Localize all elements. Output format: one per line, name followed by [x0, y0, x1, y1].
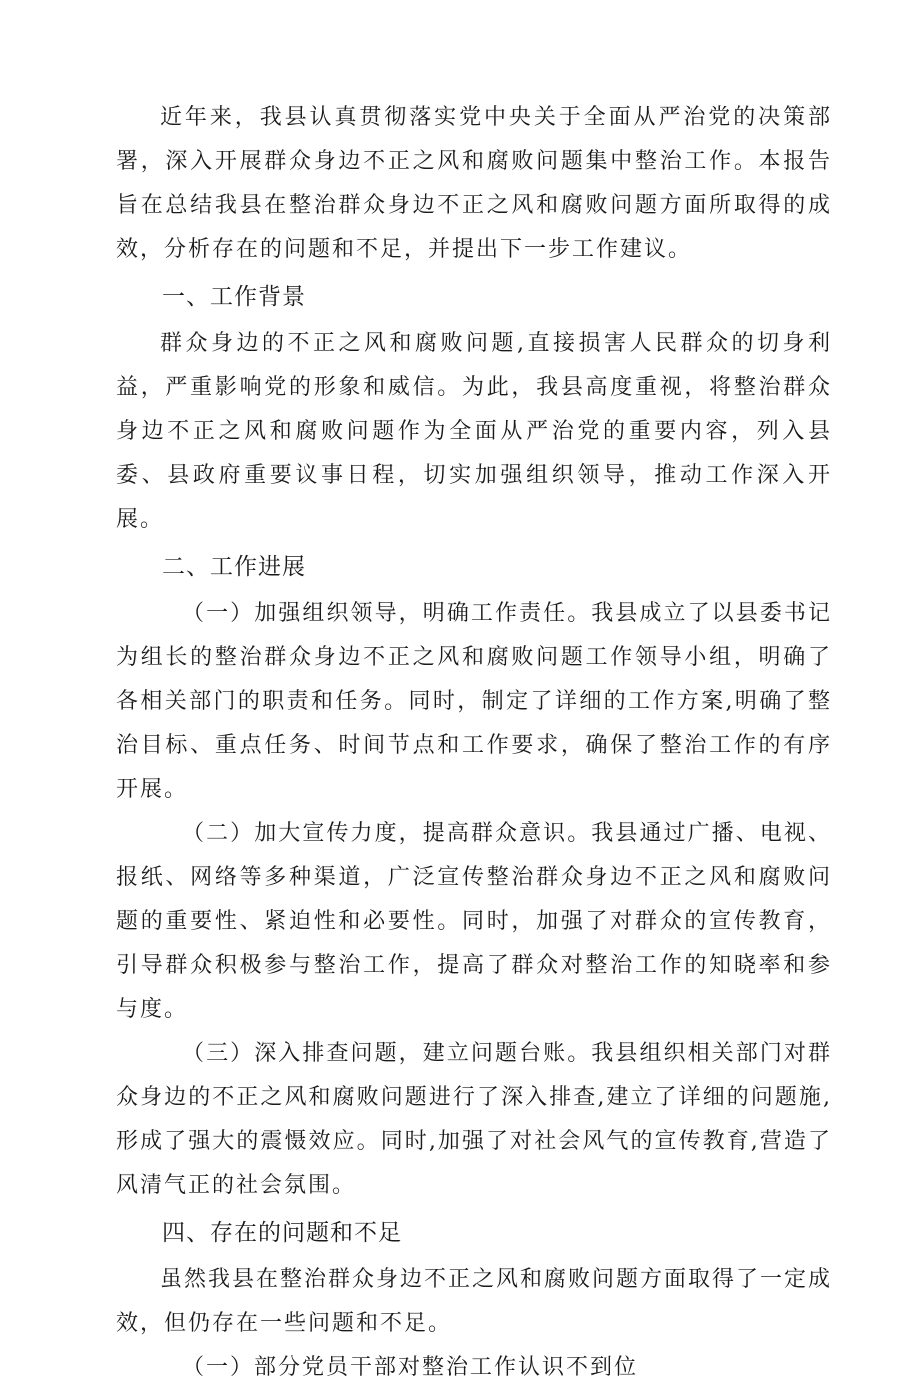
progress-item-2: （二）加大宣传力度，提高群众意识。我县通过广播、电视、报纸、网络等多种渠道，广泛宣传整治群众身边不正之风和腐败问题的重要性、紧迫性和必要性。同时，加强了对群众的宣传教育，引导群众积极参与整治工作，提高了群众对整治工作的知晓率和参与度。	[116, 821, 832, 1022]
intro-paragraph: 近年来，我县认真贯彻落实党中央关于全面从严治党的决策部署，深入开展群众身边不正之风和腐败问题集中整治工作。本报告旨在总结我县在整治群众身边不正之风和腐败问题方面所取得的成效，分析存在的问题和不足，并提出下一步工作建议。	[116, 105, 832, 262]
problems-paragraph: 虽然我县在整治群众身边不正之风和腐败问题方面取得了一定成效，但仍存在一些问题和不足。	[116, 1267, 833, 1336]
background-paragraph: 群众身边的不正之风和腐败问题,直接损害人民群众的切身利益，严重影响党的形象和威信。为此，我县高度重视，将整治群众身边不正之风和腐败问题作为全面从严治党的重要内容，列入县委、县政府重要议事日程，切实加强组织领导，推动工作深入开展。	[116, 331, 832, 532]
section-heading-background: 一、工作背景	[162, 284, 306, 310]
progress-item-3: （三）深入排查问题，建立问题台账。我县组织相关部门对群众身边的不正之风和腐败问题进行了深入排查,建立了详细的问题施,形成了强大的震慑效应。同时,加强了对社会风气的宣传教育,营造了风清气正的社会氛围。	[116, 1041, 832, 1198]
section-heading-progress: 二、工作进展	[162, 554, 306, 580]
problems-item-1: （一）部分党员干部对整治工作认识不到位	[182, 1355, 639, 1380]
progress-item-1: （一）加强组织领导，明确工作责任。我县成立了以县委书记为组长的整治群众身边不正之风和腐败问题工作领导小组，明确了各相关部门的职责和任务。同时，制定了详细的工作方案,明确了整治目标、重点任务、时间节点和工作要求，确保了整治工作的有序开展。	[116, 601, 832, 802]
section-heading-problems: 四、存在的问题和不足	[162, 1220, 402, 1246]
